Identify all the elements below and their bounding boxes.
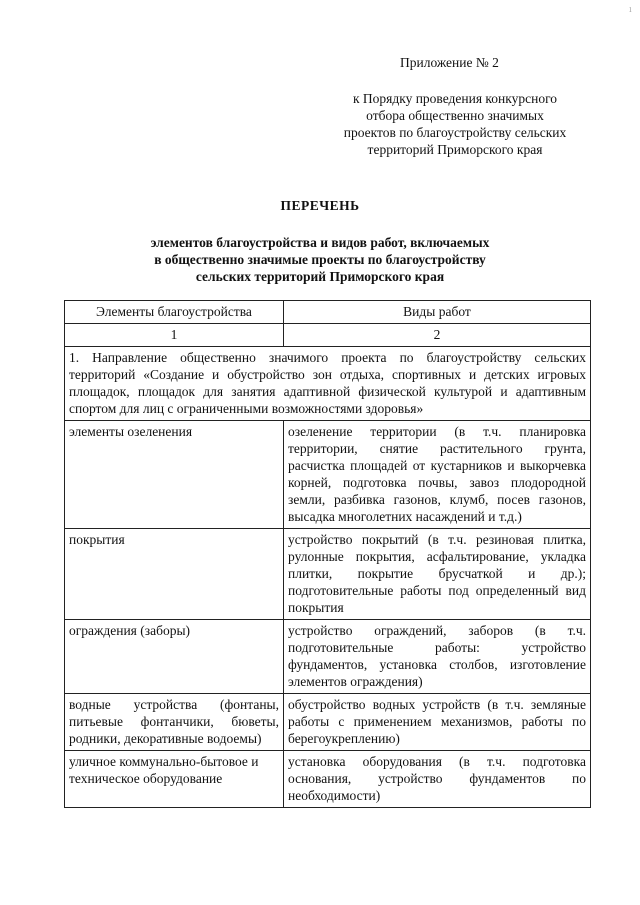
element-cell: элементы озеленения (65, 421, 284, 529)
table-section-row (65, 347, 591, 421)
appendix-reference (330, 90, 580, 158)
appendix-line: территорий Приморского края (367, 142, 543, 157)
table-row (65, 529, 591, 620)
table-row (65, 694, 591, 751)
table-row (65, 620, 591, 694)
table-row (65, 751, 591, 808)
table-number-row (65, 324, 591, 347)
header-works: Виды работ (284, 301, 591, 324)
subtitle-line: в общественно значимые проекты по благоустройству (154, 252, 486, 267)
column-number: 1 (65, 324, 284, 347)
appendix-title: Приложение № 2 (400, 55, 499, 70)
elements-table (64, 300, 591, 808)
works-cell: установка оборудования (в т.ч. подготовка основания, устройство фундаментов по необходимости) (284, 751, 591, 808)
table-row (65, 421, 591, 529)
works-cell: обустройство водных устройств (в т.ч. земляные работы с применением механизмов, работы по берегоукреплению) (284, 694, 591, 751)
appendix-line: проектов по благоустройству сельских (343, 125, 567, 140)
element-cell: уличное коммунально-бытовое и техническое оборудование (65, 751, 284, 808)
works-cell: озеленение территории (в т.ч. планировка территории, снятие растительного грунта, расчистка площадей от кустарников и выкорчевка корней, подготовка почвы, завоз плодородной земли, разбивка газонов, клумб, посев газонов, высадка многолетних насаждений и т.д.) (284, 421, 591, 529)
header-elements: Элементы благоустройства (65, 301, 284, 324)
column-number: 2 (284, 324, 591, 347)
works-cell: устройство ограждений, заборов (в т.ч. подготовительные работы: устройство фундаментов, установка столбов, изготовление элементов ограждения) (284, 620, 591, 694)
section-title: 1. Направление общественно значимого проекта по благоустройству сельских территорий «Создание и обустройство зон отдыха, спортивных и детских игровых площадок, площадок для занятия адаптивной физической культурой и адаптивным спортом для лиц с ограниченными возможностями здоровья» (65, 347, 591, 421)
element-cell: водные устройства (фонтаны, питьевые фонтанчики, бюветы, родники, декоративные водоемы) (65, 694, 284, 751)
appendix-line: к Порядку проведения конкурсного (352, 91, 558, 106)
appendix-line: отбора общественно значимых (366, 108, 544, 123)
corner-mark: 1 (628, 6, 632, 14)
table-header-row (65, 301, 591, 324)
document-title: ПЕРЕЧЕНЬ (280, 198, 360, 213)
element-cell: ограждения (заборы) (65, 620, 284, 694)
element-cell: покрытия (65, 529, 284, 620)
works-cell: устройство покрытий (в т.ч. резиновая плитка, рулонные покрытия, асфальтирование, укладка плитки, покрытие брусчаткой и др.); подготовительные работы под определенный вид покрытия (284, 529, 591, 620)
document-subtitle (0, 234, 640, 285)
subtitle-line: элементов благоустройства и видов работ, включаемых (150, 235, 490, 250)
subtitle-line: сельских территорий Приморского края (195, 269, 445, 284)
